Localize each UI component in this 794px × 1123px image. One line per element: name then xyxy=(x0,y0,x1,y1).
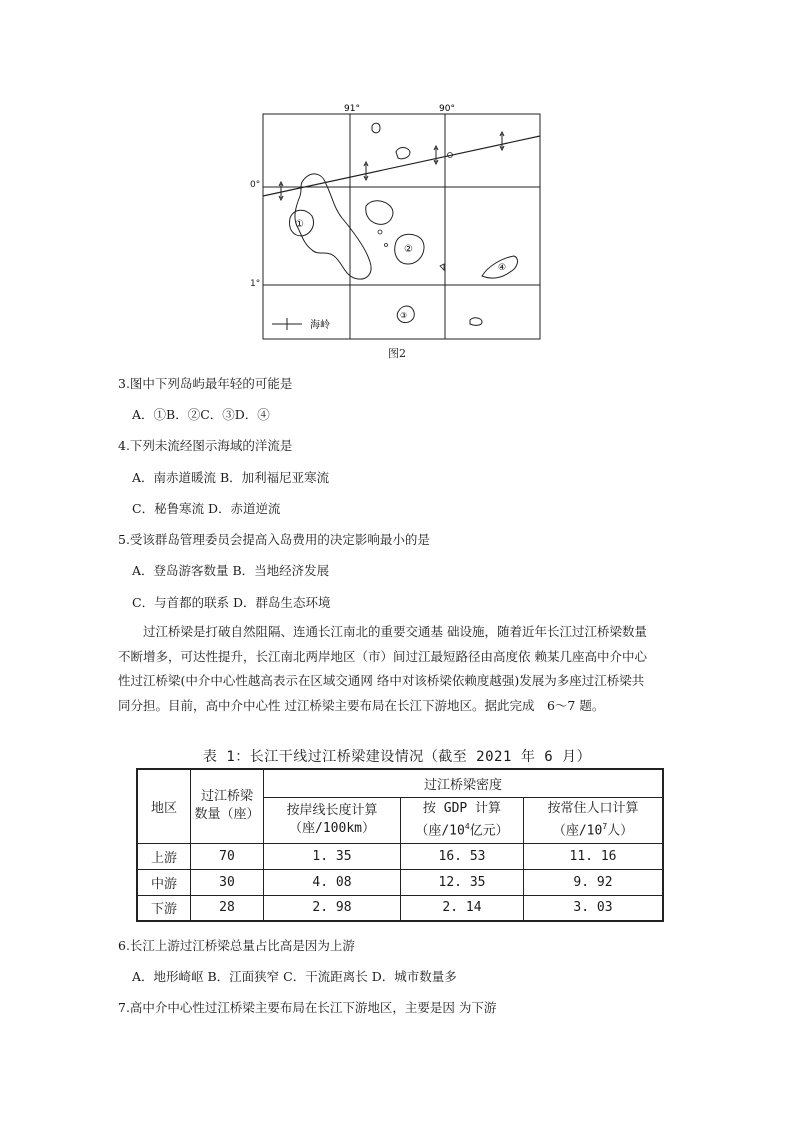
legend-label: 海岭 xyxy=(310,320,330,331)
island-isabela xyxy=(295,174,371,279)
cell-shore: 2. 98 xyxy=(264,895,401,921)
passage-line-2: 不断增多，可达性提升，长江南北两岸地区（市）间过江最短路径由高度依 赖某几座高中介中心 xyxy=(118,648,647,664)
island-label-4: ④ xyxy=(498,263,507,273)
island-label-2: ② xyxy=(404,244,413,255)
cell-pop: 9. 92 xyxy=(524,869,664,895)
cell-pop: 11. 16 xyxy=(524,843,664,869)
cell-shore: 4. 08 xyxy=(264,869,401,895)
island-north-1 xyxy=(372,123,380,133)
island-label-3: ③ xyxy=(400,311,408,320)
ridge-legend xyxy=(272,318,330,331)
table-row xyxy=(137,843,663,869)
island-santa-cruz-area xyxy=(366,201,393,225)
cell-gdp: 2. 14 xyxy=(401,895,524,921)
th-density: 过江桥梁密度 xyxy=(264,769,664,797)
q4-stem: 4.下列未流经图示海域的洋流是 xyxy=(118,438,293,453)
th-count-line-2: 数量（座） xyxy=(194,807,260,823)
th-pop xyxy=(524,797,664,843)
cell-shore: 1. 35 xyxy=(264,843,401,869)
q5-options-1: A．登岛游客数量 B．当地经济发展 xyxy=(132,563,330,578)
q5-stem: 5.受该群岛管理委员会提高入岛费用的决定影响最小的是 xyxy=(118,532,430,547)
th-pop-unit-post: 人） xyxy=(607,823,634,839)
th-pop-unit-sup: 7 xyxy=(602,821,608,831)
th-pop-unit-pre: （座/10 xyxy=(552,823,603,839)
q5-options-2: C．与首都的联系 D．群岛生态环境 xyxy=(132,595,331,610)
th-pop-line-1: 按常住人口计算 xyxy=(547,800,639,816)
th-region: 地区 xyxy=(137,769,191,843)
th-shore xyxy=(264,797,401,843)
galapagos-map xyxy=(250,100,544,340)
island-north-2 xyxy=(396,148,410,159)
cell-count: 28 xyxy=(191,895,264,921)
cell-gdp: 12. 35 xyxy=(401,869,524,895)
q4-options-2: C．秘鲁寒流 D．赤道逆流 xyxy=(132,501,281,516)
passage-line-3: 性过江桥梁(中介中心性越高表示在区域交通网 络中对该桥梁依赖度越强)发展为多座过江桥梁共 xyxy=(118,673,645,688)
q7-stem: 7.高中介中心性过江桥梁主要布局在长江下游地区，主要是因 为下游 xyxy=(118,1000,497,1015)
passage xyxy=(118,620,678,718)
islet-b xyxy=(385,244,388,247)
th-gdp-unit-pre: （座/10 xyxy=(415,823,465,839)
th-count xyxy=(191,769,264,843)
bridge-table xyxy=(136,768,664,922)
passage-line-1: 过江桥梁是打破自然阻隔、连通长江南北的重要交通基 础设施，随着近年长江过江桥梁数量 xyxy=(118,624,647,639)
cell-region: 中游 xyxy=(137,869,191,895)
q6-options: A．地形崎岖 B．江面狭窄 C．干流距离长 D．城市数量多 xyxy=(132,969,457,984)
q3-options: A．①B．②C．③D．④ xyxy=(132,407,270,422)
table-row xyxy=(137,895,663,921)
island-label-1: ① xyxy=(295,219,304,230)
passage-line-4: 同分担。目前，高中介中心性 过江桥梁主要布局在长江下游地区。据此完成 6～7 题。 xyxy=(118,697,605,713)
cell-gdp: 16. 53 xyxy=(401,843,524,869)
th-shore-line-1: 按岸线长度计算 xyxy=(286,803,378,818)
islet-c xyxy=(440,264,444,270)
lat-label-0: 0° xyxy=(250,180,261,190)
cell-region: 上游 xyxy=(137,843,191,869)
lon-label-90: 90° xyxy=(439,104,455,114)
q6-stem: 6.长江上游过江桥梁总量占比高是因为上游 xyxy=(118,938,355,953)
lon-label-91: 91° xyxy=(344,104,360,114)
table-row xyxy=(137,869,663,895)
lat-label-1: 1° xyxy=(250,279,261,289)
island-east-small xyxy=(470,318,482,325)
q4-options-1: A．南赤道暖流 B．加利福尼亚寒流 xyxy=(132,470,330,485)
cell-count: 70 xyxy=(191,843,264,869)
q3-stem: 3.图中下列岛屿最年轻的可能是 xyxy=(118,376,293,391)
th-gdp xyxy=(401,797,524,843)
th-gdp-unit-sup: 4 xyxy=(464,821,470,831)
cell-count: 30 xyxy=(191,869,264,895)
table-title: 表 1：长江干线过江桥梁建设情况（截至 2021 年 6 月） xyxy=(202,749,592,765)
cell-region: 下游 xyxy=(137,895,191,921)
th-count-line-1: 过江桥梁 xyxy=(200,789,253,805)
th-shore-line-2: （座/100km） xyxy=(289,821,375,836)
figure-caption: 图2 xyxy=(388,347,406,360)
cell-pop: 3. 03 xyxy=(524,895,664,921)
th-gdp-line-1: 按 GDP 计算 xyxy=(422,800,502,816)
th-gdp-unit-post: 亿元） xyxy=(469,823,509,839)
islet-a xyxy=(378,230,382,234)
ridge-ticks xyxy=(279,132,504,200)
